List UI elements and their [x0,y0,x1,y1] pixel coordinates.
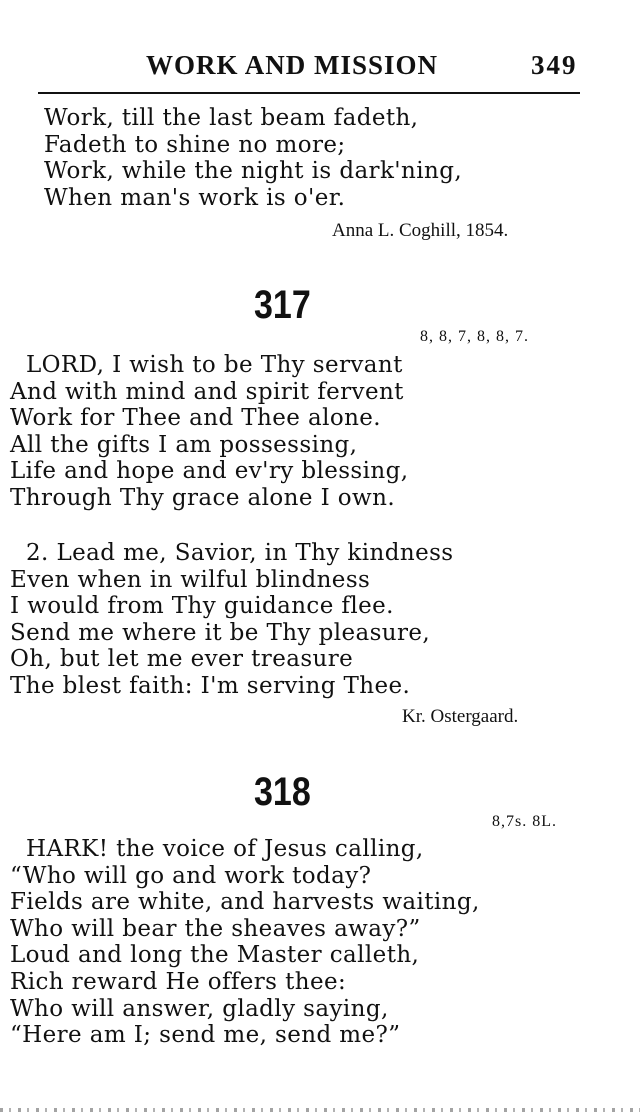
verse-line: Oh, but let me ever treasure [10,646,354,673]
header-rule [38,92,580,94]
verse-line: Work, while the night is dark'ning, [44,158,463,185]
verse-line: All the gifts I am possessing, [10,431,358,458]
hymn-317-meter: 8, 8, 7, 8, 8, 7. [420,328,529,345]
verse-line: Rich reward He offers thee: [10,968,347,995]
verse-line: HARK! the voice of Jesus calling, [26,836,424,862]
hymn-318-meter: 8,7s. 8L. [492,813,557,830]
section-title: WORK AND MISSION [146,50,439,80]
verse-line: LORD, I wish to be Thy servant [26,352,403,378]
previous-hymn-stanza [44,105,640,211]
verse-line: Fields are white, and harvests waiting, [10,889,480,916]
verse-line: “Here am I; send me, send me?” [10,1022,401,1049]
verse-line: 2. Lead me, Savior, in Thy kindness [26,540,454,566]
verse-line: Send me where it be Thy pleasure, [10,619,431,646]
verse-line: Even when in wilful blindness [10,566,371,593]
verse-line: And with mind and spirit fervent [10,378,404,405]
verse-line: I would from Thy guidance flee. [10,593,394,620]
page-number: 349 [531,50,578,80]
verse-line: Who will bear the sheaves away?” [10,915,421,942]
footer-scan-noise [0,1108,640,1112]
verse-line: Who will answer, gladly saying, [10,995,389,1022]
hymn-317-author: Kr. Ostergaard. [402,706,519,727]
hymn-number-318: 318 [254,770,311,814]
verse-line: Life and hope and ev'ry blessing, [10,458,409,485]
hymn-318-stanza-1 [10,836,640,1049]
verse-line: Work, till the last beam fadeth, [44,105,419,131]
verse-line: “Who will go and work today? [10,862,372,889]
verse-line: Loud and long the Master calleth, [10,942,420,969]
verse-line: Fadeth to shine no more; [44,131,346,158]
verse-line: Work for Thee and Thee alone. [10,405,382,432]
page-header [0,48,640,88]
hymn-317-stanza-1 [10,352,640,512]
hymn-317-stanza-2 [10,540,640,700]
hymn-number-317: 317 [254,283,311,327]
verse-line: The blest faith: I'm serving Thee. [10,672,411,699]
verse-line: Through Thy grace alone I own. [10,484,396,511]
verse-line: When man's work is o'er. [44,184,346,211]
previous-hymn-author: Anna L. Coghill, 1854. [332,220,509,241]
